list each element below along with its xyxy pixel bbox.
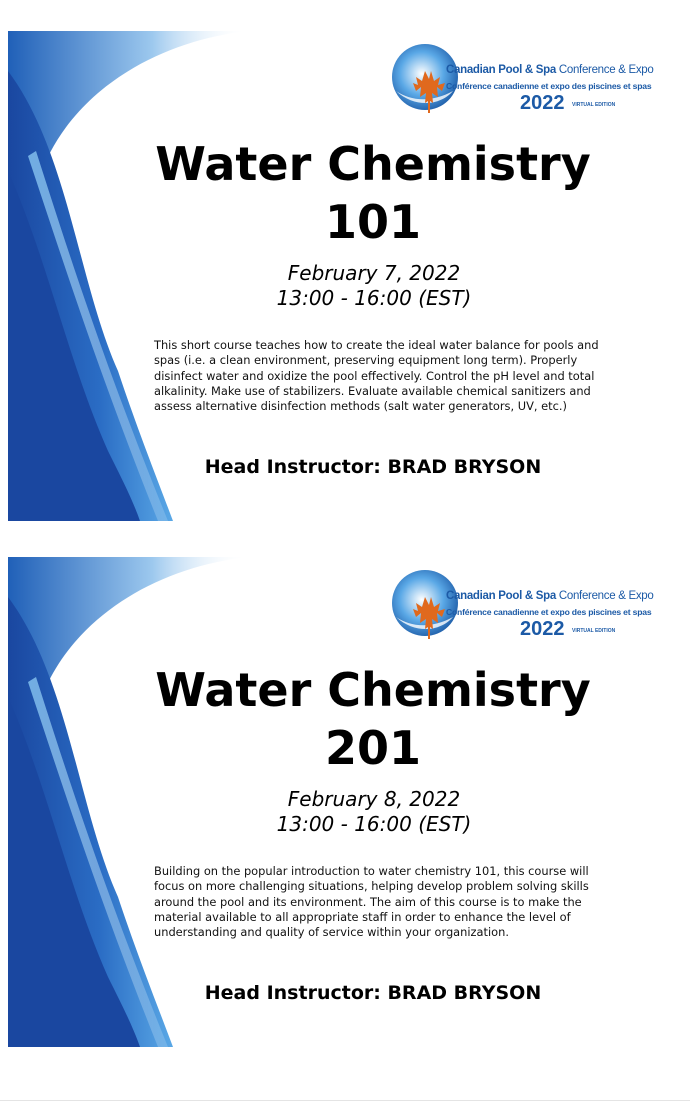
course-schedule [188, 787, 560, 837]
course-time: 13:00 - 16:00 (EST) [276, 286, 472, 310]
logo-year: 2022 [520, 92, 565, 114]
logo-edition: VIRTUAL EDITION [572, 102, 616, 108]
course-title-line1: Water Chemistry [155, 663, 591, 717]
course-title-number: 201 [324, 721, 422, 775]
course-title [148, 135, 598, 251]
logo-title-fr: Conférence canadienne et expo des piscines et spas [446, 81, 652, 91]
globe-maple-leaf-icon [391, 567, 461, 643]
course-instructor: Head Instructor: BRAD BRYSON [204, 982, 542, 1004]
conference-logo [391, 567, 654, 643]
conference-logo [391, 41, 654, 117]
course-description: This short course teaches how to create the ideal water balance for pools and spas (i.e. a clean environment, preserving equipment long term). Properly disinfect water and oxidize the pool effectively. Control the pH level and total alkalinity. Make use of stabilizers. Evaluate available chemical sanitizers and assess alternative disinfection methods (salt water generators, UV, etc.) [154, 338, 599, 414]
page-divider [0, 1100, 690, 1101]
course-time: 13:00 - 16:00 (EST) [276, 812, 472, 836]
course-title [148, 661, 598, 777]
globe-maple-leaf-icon [391, 41, 461, 117]
course-card-101 [8, 31, 690, 521]
course-date: February 8, 2022 [287, 787, 461, 811]
course-date: February 7, 2022 [287, 261, 461, 285]
course-instructor: Head Instructor: BRAD BRYSON [204, 456, 542, 478]
course-card-201 [8, 557, 690, 1047]
course-title-number: 101 [324, 195, 422, 249]
course-title-line1: Water Chemistry [155, 137, 591, 191]
logo-year: 2022 [520, 618, 565, 640]
logo-title-en: Canadian Pool & Spa Conference & Expo [446, 590, 654, 602]
course-description: Building on the popular introduction to water chemistry 101, this course will focus on more challenging situations, helping develop problem solving skills around the pool and its environment. The aim of this course is to make the material available to all appropriate staff in order to enhance the level of understanding and quality of service within your organization. [154, 864, 589, 940]
logo-title-fr: Conférence canadienne et expo des piscines et spas [446, 607, 652, 617]
course-schedule [188, 261, 560, 311]
logo-edition: VIRTUAL EDITION [572, 628, 616, 634]
logo-title-en: Canadian Pool & Spa Conference & Expo [446, 64, 654, 76]
